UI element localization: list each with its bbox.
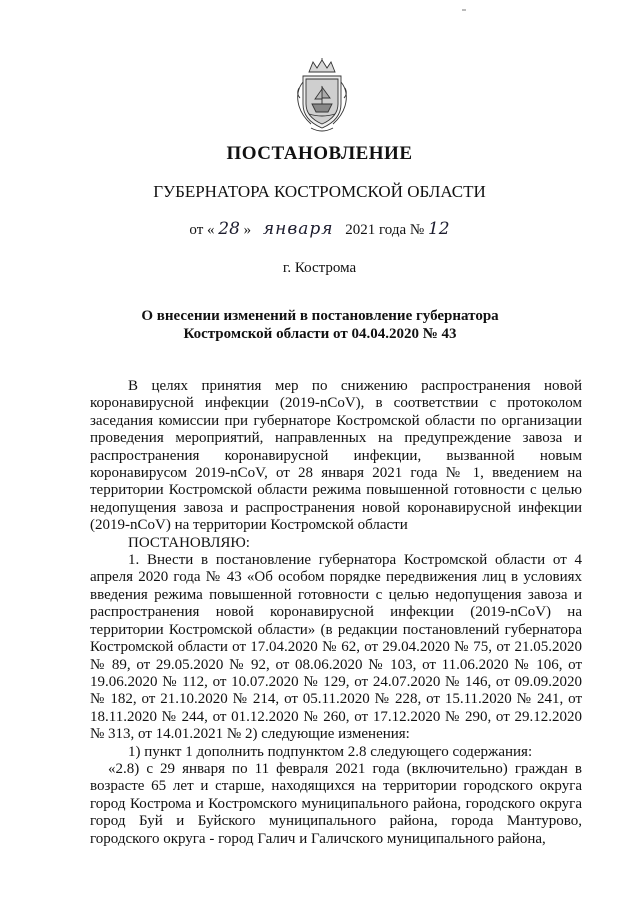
date-quote-close: »: [243, 222, 252, 238]
document-body: [90, 378, 582, 848]
date-line: [0, 219, 639, 239]
subject-line-1: О внесении изменений в постановление губернатора: [141, 308, 499, 324]
document-subtitle: ГУБЕРНАТОРА КОСТРОМСКОЙ ОБЛАСТИ: [153, 182, 486, 201]
handwritten-day: 28: [218, 219, 240, 239]
date-year-text: 2021 года №: [345, 222, 425, 238]
subitem-1-paragraph: 1) пункт 1 дополнить подпунктом 2.8 следующего содержания:: [128, 743, 533, 760]
decree-heading: ПОСТАНОВЛЯЮ:: [128, 534, 250, 551]
subject-line-2: Костромской области от 04.04.2020 № 43: [183, 326, 457, 342]
document-title: ПОСТАНОВЛЕНИЕ: [226, 143, 413, 164]
preamble-paragraph: В целях принятия мер по снижению распространения новой коронавирусной инфекции (2019-nCoV), в соответствии с протоколом заседания комиссии при губернаторе Костромской области по организации проведения мероприятий, направленных на предупреждение завоза и распространения коронавирусной инфекции, вызванной новым коронавирусом 2019-nCoV, от 28 января 2021 года № 1, введением на территории Костромской области режима повышенной готовности с целью недопущения завоза и распространения новой коронавирусной инфекции (2019-nCoV) на территории Костромской области: [90, 378, 582, 534]
item-1-paragraph: 1. Внести в постановление губернатора Костромской области от 4 апреля 2020 года № 43 «Об особом порядке передвижения лиц в условиях введения режима повышенной готовности с целью недопущения завоза и распространения новой коронавирусной инфекции (2019-nCoV) на территории Костромской области» (в редакции постановлений губернатора Костромской области от 17.04.2020 № 62, от 29.04.2020 № 75, от 21.05.2020 № 89, от 29.05.2020 № 92, от 08.06.2020 № 103, от 11.06.2020 № 106, от 19.06.2020 № 112, от 10.07.2020 № 129, от 24.07.2020 № 146, от 09.09.2020 № 182, от 21.10.2020 № 214, от 05.11.2020 № 228, от 15.11.2020 № 241, от 18.11.2020 № 244, от 01.12.2020 № 260, от 17.12.2020 № 290, от 29.12.2020 № 313, от 14.01.2021 № 2) следующие изменения:: [90, 552, 582, 743]
handwritten-month: января: [262, 219, 334, 239]
city-name: г. Кострома: [282, 260, 357, 276]
scan-speck: [462, 9, 466, 11]
handwritten-number: 12: [427, 219, 450, 239]
document-subject: [100, 307, 540, 343]
date-prefix: от «: [189, 222, 215, 238]
quoted-subpoint-paragraph: «2.8) с 29 января по 11 февраля 2021 года (включительно) граждан в возрасте 65 лет и старше, находящихся на территории городского округа город Кострома и Костромского муниципального района, городского округа город Буй и Буйского муниципального района, города Мантурово, городского округа - город Галич и Галичского муниципального района,: [90, 760, 582, 847]
coat-of-arms-icon: [293, 58, 351, 136]
